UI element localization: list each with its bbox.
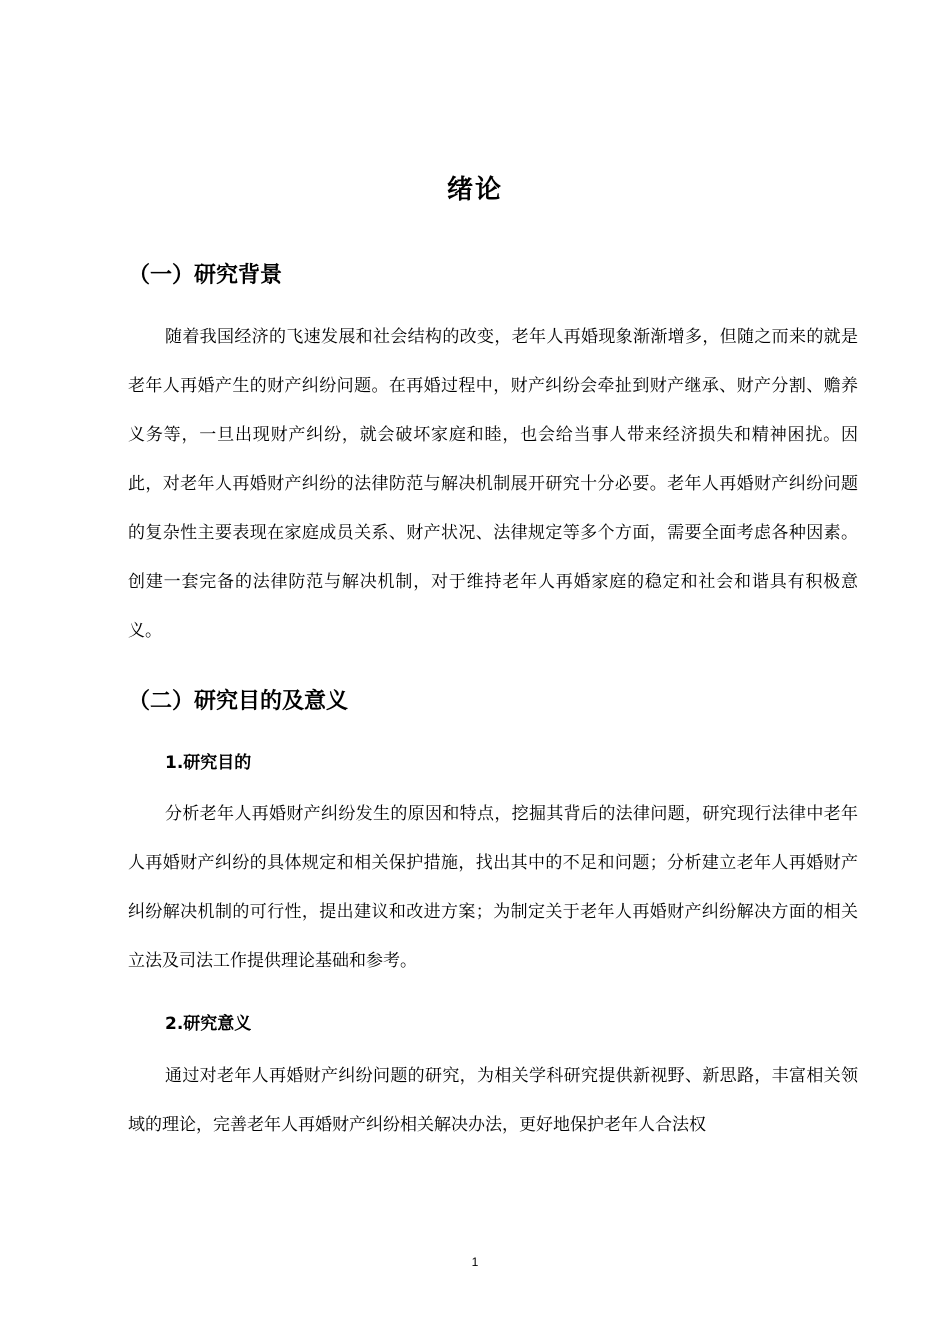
section-heading-purpose-significance: （二）研究目的及意义 (128, 689, 349, 714)
paragraph-research-purpose: 分析老年人再婚财产纠纷发生的原因和特点，挖掘其背后的法律问题，研究现行法律中老年人再婚财产纠纷的具体规定和相关保护措施，找出其中的不足和问题；分析建立老年人再婚财产纠纷解决机制的可行性，提出建议和改进方案；为制定关于老年人再婚财产纠纷解决方面的相关立法及司法工作提供理论基础和参考。 (128, 804, 858, 971)
subsection-heading-research-significance: 2.研究意义 (165, 1014, 252, 1034)
section-heading-research-background: （一）研究背景 (128, 263, 283, 288)
page-number: 1 (471, 1255, 479, 1269)
page-title: 绪论 (446, 175, 503, 205)
paragraph-research-significance: 通过对老年人再婚财产纠纷问题的研究，为相关学科研究提供新视野、新思路，丰富相关领域的理论，完善老年人再婚财产纠纷相关解决办法，更好地保护老年人合法权 (128, 1066, 858, 1135)
subsection-heading-research-purpose: 1.研究目的 (165, 753, 252, 773)
paragraph-research-background: 随着我国经济的飞速发展和社会结构的改变，老年人再婚现象渐渐增多，但随之而来的就是老年人再婚产生的财产纠纷问题。在再婚过程中，财产纠纷会牵扯到财产继承、财产分割、赡养义务等，一旦出现财产纠纷，就会破坏家庭和睦，也会给当事人带来经济损失和精神困扰。因此，对老年人再婚财产纠纷的法律防范与解决机制展开研究十分必要。老年人再婚财产纠纷问题的复杂性主要表现在家庭成员关系、财产状况、法律规定等多个方面，需要全面考虑各种因素。创建一套完备的法律防范与解决机制，对于维持老年人再婚家庭的稳定和社会和谐具有积极意义。 (128, 327, 858, 641)
